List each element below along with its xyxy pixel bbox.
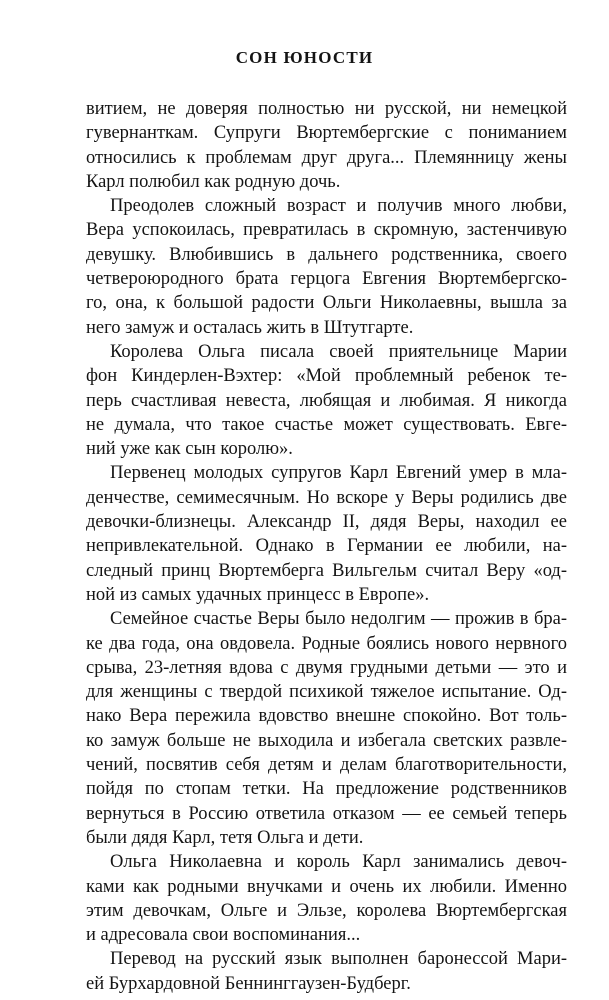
text-line: Ольга Николаевна и король Карл занимались девоч- xyxy=(110,852,567,873)
text-line: фон Киндерлен-Вэхтер: «Мой проблемный ребенок те- xyxy=(86,366,567,387)
text-line: ний уже как сын королю». xyxy=(86,439,293,460)
text-line: были дядя Карл, тетя Ольга и дети. xyxy=(86,827,364,848)
text-line: не думала, что такое счастье может существовать. Евге- xyxy=(86,414,567,435)
text-line: Семейное счастье Веры было недолгим — прожив в бра- xyxy=(110,609,567,630)
text-line: пойдя по стопам тетки. На предложение родственников xyxy=(86,779,567,800)
text-line: Вера успокоилась, превратилась в скромную, застенчивую xyxy=(86,220,567,241)
text-line: перь счастливая невеста, любящая и любимая. Я никогда xyxy=(86,390,567,411)
paragraph xyxy=(86,97,567,194)
text-line: нако Вера пережила вдовство внешне спокойно. Вот толь- xyxy=(86,706,567,727)
text-line: чений, посвятив себя детям и делам благотворительности, xyxy=(86,755,567,776)
text-line: Королева Ольга писала своей приятельнице Марии xyxy=(110,341,567,362)
paragraph xyxy=(86,607,567,850)
paragraph xyxy=(86,947,567,996)
text-line: ей Бурхардовной Беннинггаузен-Будберг. xyxy=(86,973,411,994)
text-line: относились к проблемам друг друга... Племянницу жены xyxy=(86,147,567,168)
text-line: денчестве, семимесячным. Но вскоре у Веры родились две xyxy=(86,487,567,508)
running-header: СОН ЮНОСТИ xyxy=(235,48,374,67)
text-line: девушку. Влюбившись в дальнего родственника, своего xyxy=(86,244,567,265)
text-line: следный принц Вюртемберга Вильгельм считал Веру «од- xyxy=(86,560,567,581)
text-line: Первенец молодых супругов Карл Евгений умер в мла- xyxy=(110,463,567,484)
text-line: непривлекательной. Однако в Германии ее любили, на- xyxy=(86,536,567,557)
text-line: го, она, к большой радости Ольги Николаевны, вышла за xyxy=(86,293,567,314)
text-line: этим девочкам, Ольге и Эльзе, королева Вюртембергская xyxy=(86,900,567,921)
text-line: девочки-близнецы. Александр II, дядя Веры, находил ее xyxy=(86,512,567,533)
paragraph xyxy=(86,850,567,947)
text-line: гувернанткам. Супруги Вюртембергские с пониманием xyxy=(86,123,567,144)
paragraph xyxy=(86,194,567,340)
text-line: Карл полюбил как родную дочь. xyxy=(86,171,341,192)
text-line: витием, не доверяя полностью ни русской, ни немецкой xyxy=(86,99,567,119)
text-line: ко замуж больше не выходила и избегала светских развле- xyxy=(86,730,567,751)
text-line: ке два года, она овдовела. Родные боялись нового нервного xyxy=(86,633,567,654)
text-line: четвероюродного брата герцога Евгения Вюртембергско- xyxy=(86,269,567,290)
text-line: для женщины с твердой психикой тяжелое испытание. Од- xyxy=(86,682,567,703)
text-line: и адресовала свои воспоминания... xyxy=(86,925,361,946)
body-text xyxy=(86,97,567,996)
text-line: срыва, 23-летняя вдова с двумя грудными детьми — это и xyxy=(86,657,567,678)
text-line: Преодолев сложный возраст и получив много любви, xyxy=(110,196,567,217)
text-line: Перевод на русский язык выполнен баронессой Мари- xyxy=(110,949,567,970)
paragraph xyxy=(86,340,567,461)
paragraph xyxy=(86,461,567,607)
text-line: ной из самых удачных принцесс в Европе». xyxy=(86,584,430,605)
text-line: него замуж и осталась жить в Штутгарте. xyxy=(86,317,414,338)
text-line: ками как родными внучками и очень их любили. Именно xyxy=(86,876,567,897)
text-line: вернуться в Россию ответила отказом — ее семьей теперь xyxy=(86,803,567,824)
